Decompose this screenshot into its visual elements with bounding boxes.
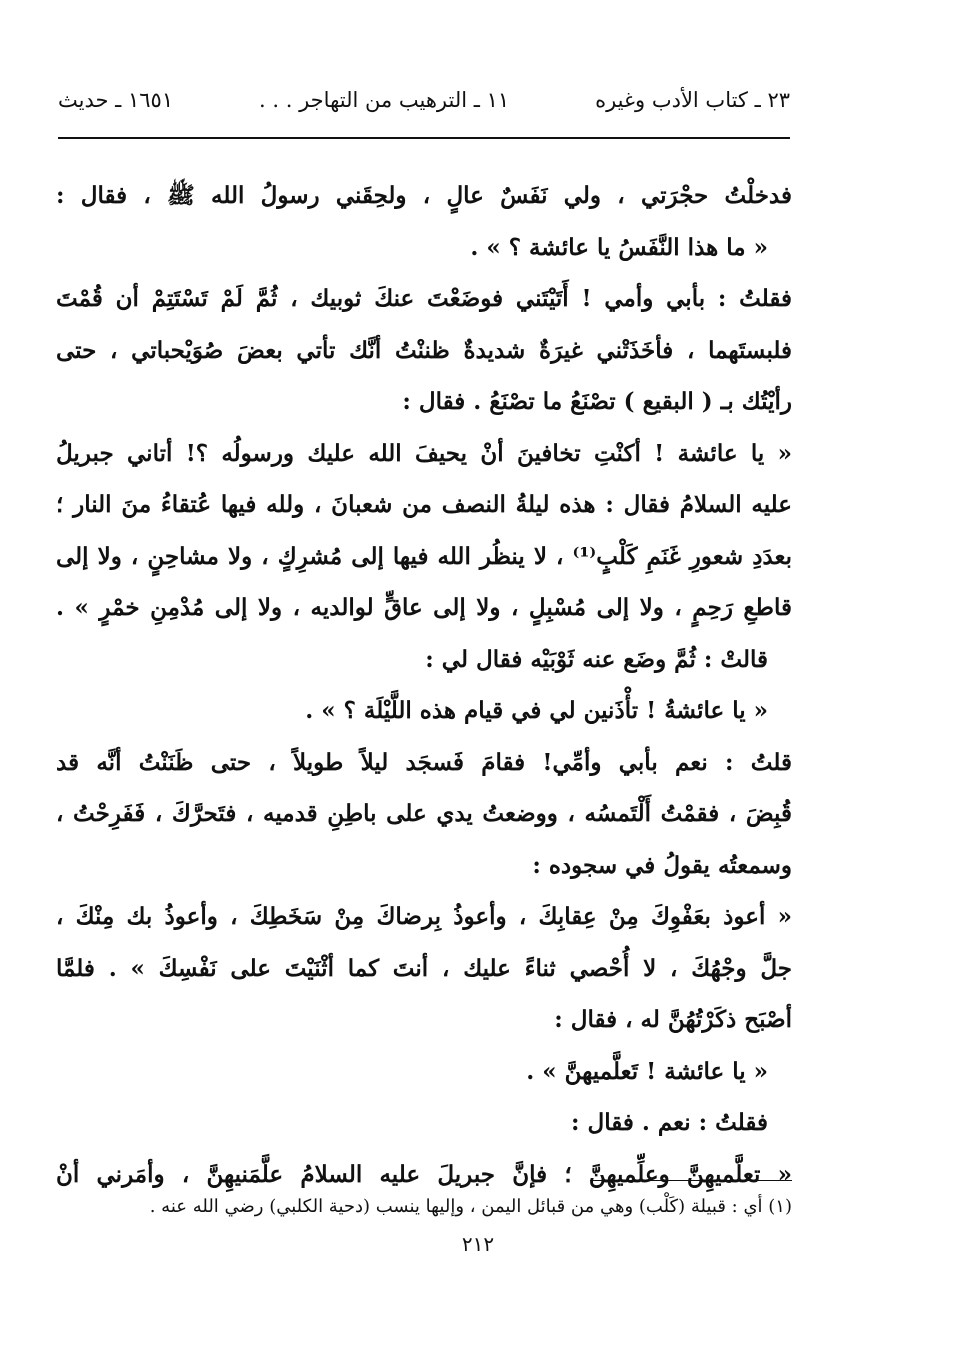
text-line-16: جلَّ وجْهُكَ ، لا أُحْصي ثناءً عليك ، أنتَ كما أثْنَيْتَ على نَفْسِكَ » . فلمَّا — [56, 954, 792, 982]
text-line-17: أصْبَح ذكَرْتُهُنَّ له ، فقال : — [554, 1006, 792, 1033]
text-line-14: وسمعتُه يقولُ في سجوده : — [532, 851, 792, 879]
header-divider — [58, 137, 790, 139]
running-header — [58, 78, 790, 122]
text-line-1: فدخلْتُ حجْرَتي ، ولي نَفَسٌ عالٍ ، ولحِقَني رسولُ الله ﷺ ، فقال : — [56, 182, 792, 209]
book-title: ٢٣ ـ كتاب الأدب وغيره — [595, 88, 790, 112]
text-line-15: « أعوذ بعَفْوِكَ مِنْ عِقابِكَ ، وأعوذُ بِرضاكَ مِنْ سَخَطِكَ ، وأعوذُ بك مِنْكَ ، — [56, 903, 792, 930]
chapter-title: ١١ ـ الترهيب من التهاجر . . . — [259, 88, 510, 112]
text-line-13: قُبِضَ ، فقمْتُ أَلْتَمسُه ، ووضعتُ يدي على باطِنِ قدميه ، فتَحرَّكَ ، فَفَرِحْتُ ، — [56, 800, 792, 827]
footnote: (١) أي : قبيلة (كَلْب) وهي من قبائل اليمن ، وإليها ينسب (دحية الكلبي) رضي الله عنه . — [149, 1196, 792, 1217]
text-line-2: « ما هذا النَّفَسُ يا عائشة ؟ » . — [470, 233, 768, 261]
text-line-3: فقلتُ : بأبي وأمي ! أَتَيْتَني فوضَعْتَ عنكَ ثوبيك ، ثُمَّ لَمْ تَسْتَتِمْ أن قُمْتَ — [56, 285, 792, 312]
page-number: ٢١٢ — [461, 1232, 495, 1256]
text-line-12: قلتُ : نعم بأبي وأمِّي! فقامَ فَسجَد ليلاً طويلاً ، حتى ظَنَنْتُ أنَّه قد — [56, 748, 792, 776]
footnote-divider — [590, 1180, 792, 1181]
text-line-5: رأيْتُك بـ ( البقيع ) تصْنَعُ ما تصْنَعُ . فقال : — [402, 388, 792, 415]
text-line-18: « يا عائشة ! تَعلَّميهنَّ » . — [526, 1057, 768, 1085]
text-line-6: « يا عائشة ! أكنْتِ تخافينَ أنْ يحيفَ الله عليك ورسولُه ؟! أتاني جبريلُ — [56, 439, 792, 467]
text-line-20: « تعلَّميهِنَّ وعلِّميهِنَّ ؛ فإنَّ جبريلَ عليه السلامُ علَّمَنيهِنَّ ، وأمَرني أنْ — [56, 1160, 792, 1188]
text-line-9: قاطعِ رَحِمٍ ، ولا إلى مُسْبِلٍ ، ولا إلى عاقٍّ لوالديه ، ولا إلى مُدْمِنِ خمْرٍ » . — [56, 594, 792, 621]
text-line-10: قالتْ : ثُمَّ وضَع عنه ثَوْبَيْه فقال لي : — [425, 645, 768, 673]
text-line-7: عليه السلامُ فقال : هذه ليلةُ النصف من شعبانَ ، ولله فيها عُتقاءُ منَ النار ؛ — [56, 491, 792, 518]
text-line-11: « يا عائشةُ ! تأْذَنين لي في قيام هذه اللَّيْلَة ؟ » . — [305, 697, 768, 724]
text-line-19: فقلتُ : نعم . فقال : — [570, 1109, 768, 1136]
hadith-number: ١٦٥١ ـ حديث — [58, 88, 174, 112]
text-line-4: فلبستَهما ، فأخَذَتْني غيرَةٌ شديدةٌ ظننْتُ أنَّك تأتي بعضَ صُوَيْحباتي ، حتى — [56, 336, 792, 364]
text-line-8: بعدَدِ شعورِ غَنَمِ كَلْبٍ⁽¹⁾ ، لا ينظُر الله فيها إلى مُشرِكٍ ، ولا مشاحِنٍ ، ولا إلى — [56, 542, 792, 570]
body-text — [56, 170, 792, 1200]
